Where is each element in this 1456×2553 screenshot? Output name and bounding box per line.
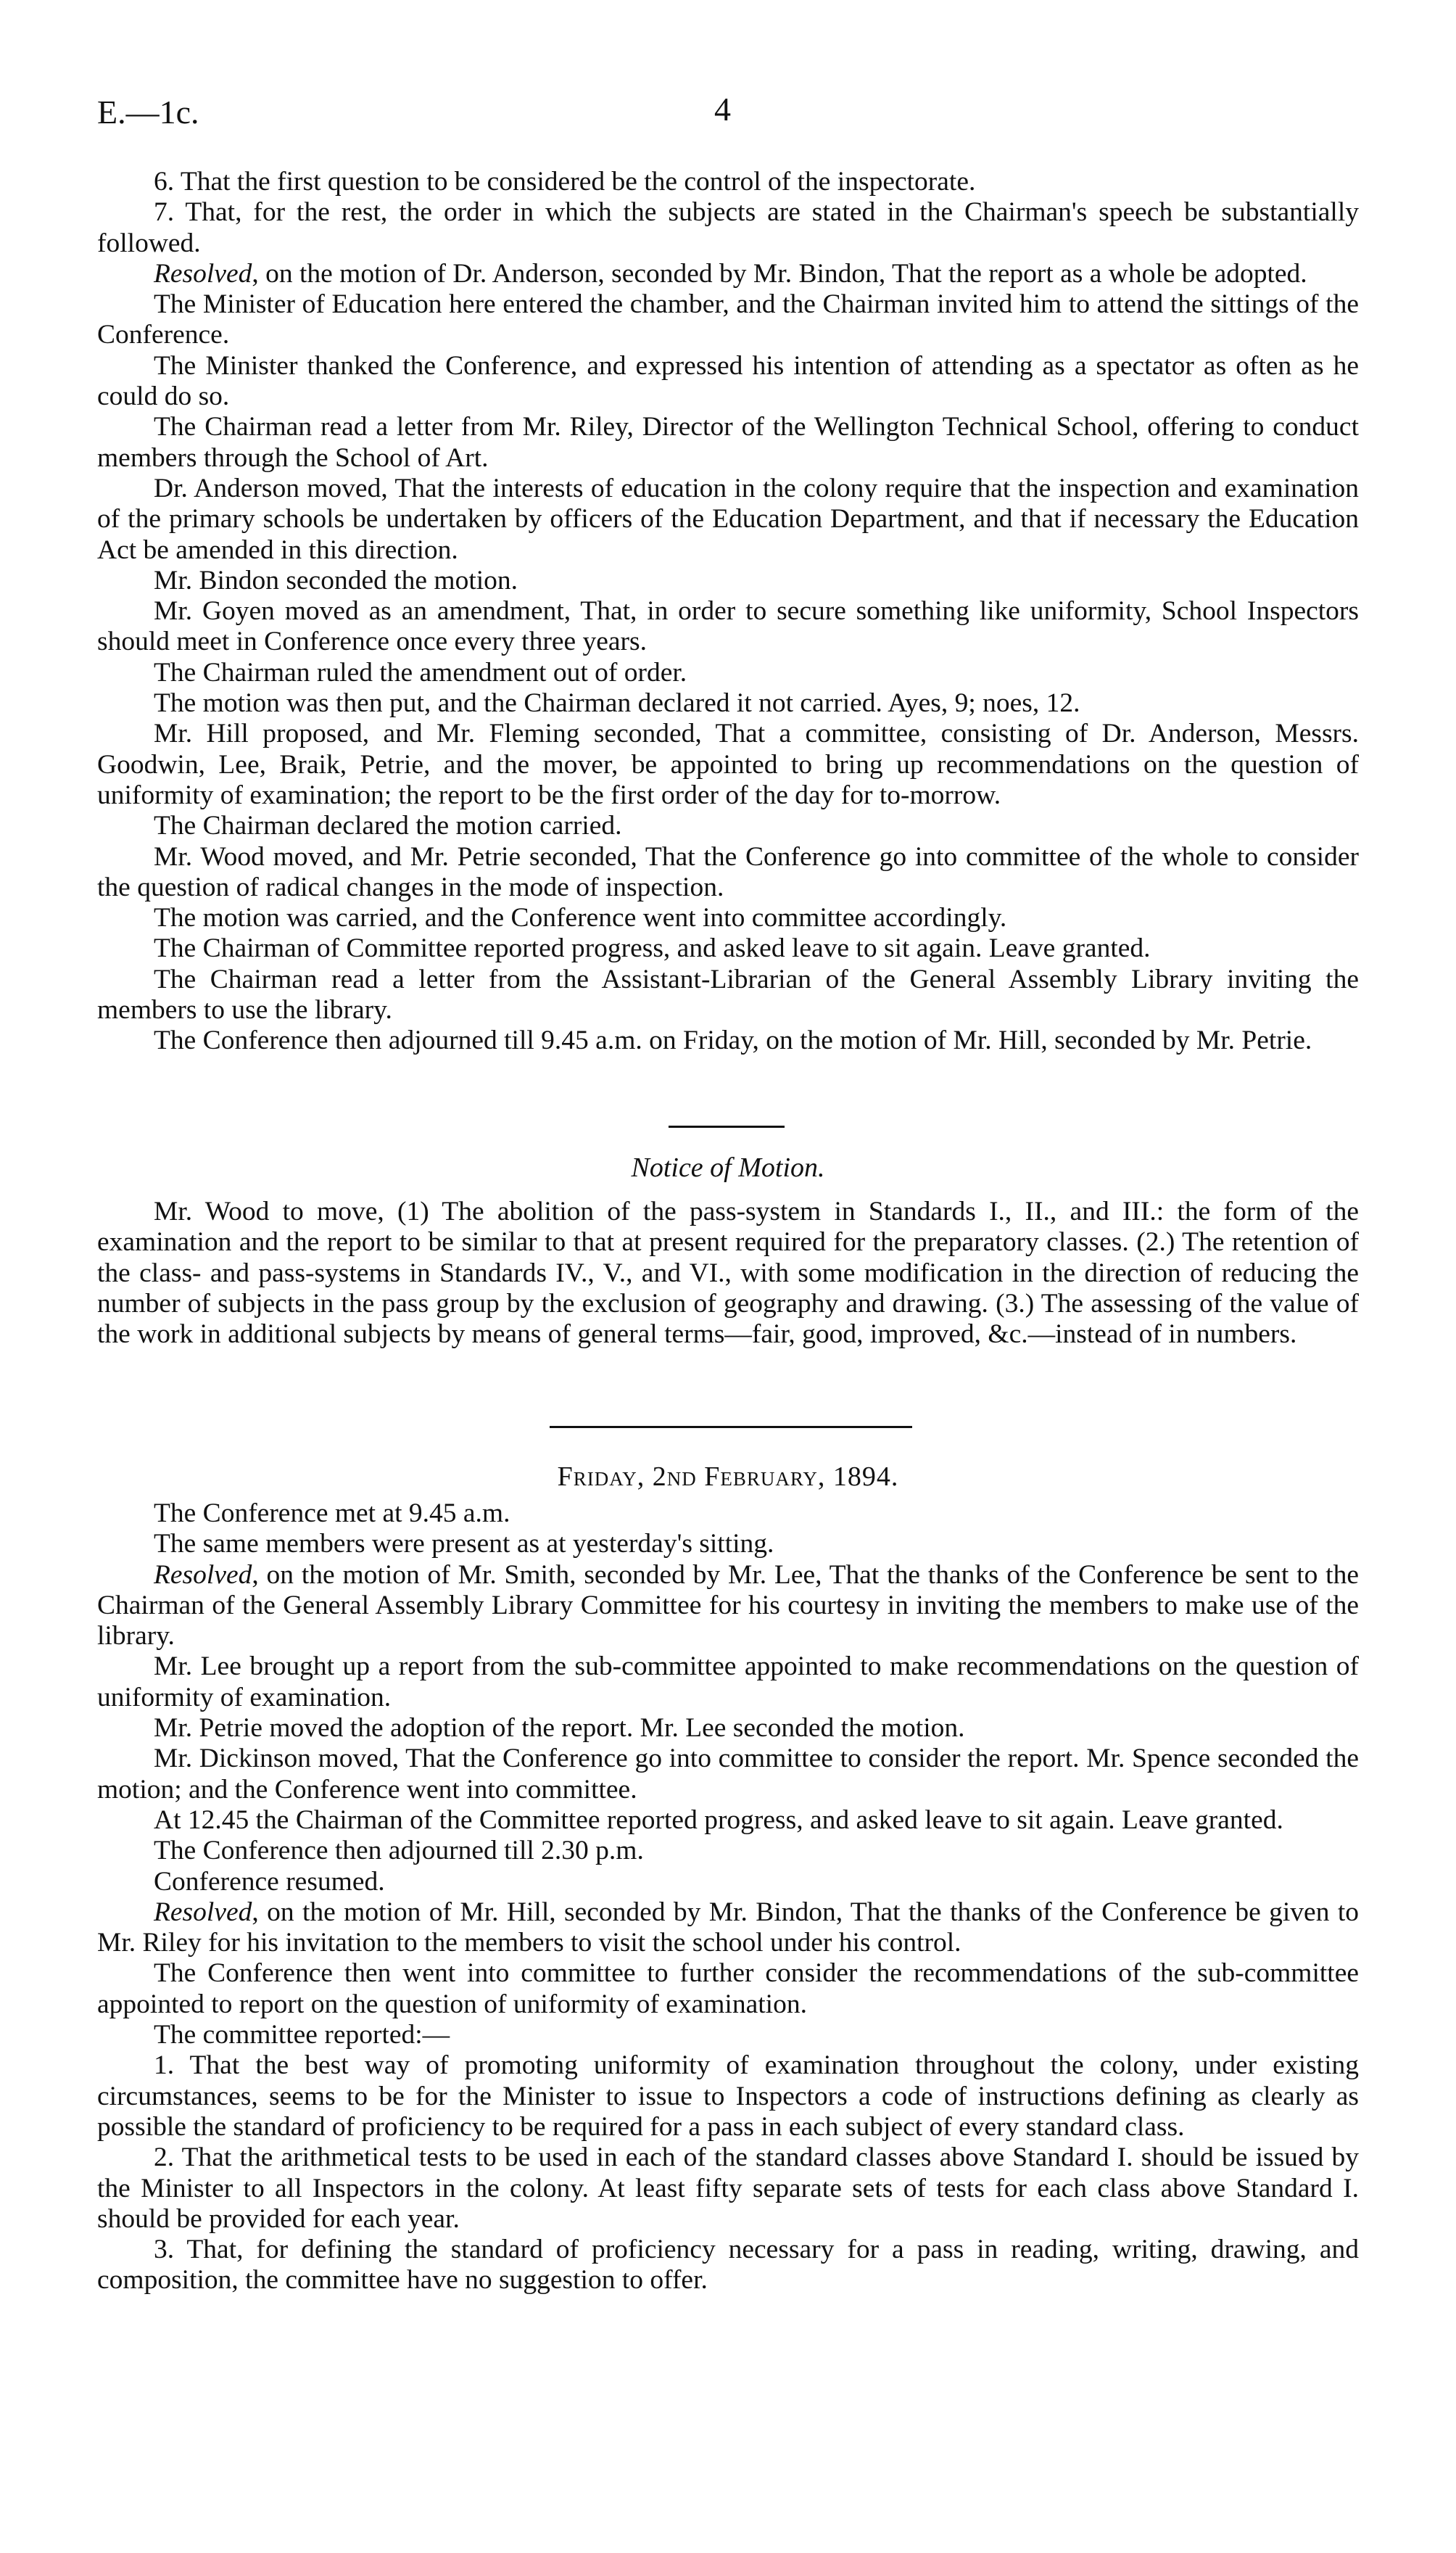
paragraph-text: , on the motion of Mr. Hill, seconded by Mr. Bindon, That the thanks of the Conference be given to Mr. Riley for his invitation to the members to visit the school under his control. bbox=[97, 1897, 1359, 1958]
paragraph bbox=[97, 2050, 1359, 2142]
paragraph-text: The Chairman of Committee reported progress, and asked leave to sit again. Leave granted. bbox=[154, 933, 1151, 964]
paragraph-text: The Conference met at 9.45 a.m. bbox=[154, 1498, 510, 1528]
paragraph-text: Mr. Petrie moved the adoption of the report. Mr. Lee seconded the motion. bbox=[154, 1713, 965, 1744]
paragraph-text: Mr. Wood to move, (1) The abolition of the pass-system in Standards I., II., and III.: the form of the examination and the report to be similar to that at present required for the preparatory classes. (2.) The retention of the class- and pass-systems in Standards IV., V., and VI., with some modification in the direction of reducing the number of subjects in the pass group by the exclusion of geography and drawing. (3.) The assessing of the value of the work in additional subjects by means of general terms—fair, good, improved, &c.—instead of in numbers. bbox=[97, 1197, 1359, 1350]
paragraph-text: The committee reported:— bbox=[154, 2020, 450, 2050]
paragraph bbox=[97, 1498, 1359, 1529]
paragraph-text: The motion was carried, and the Conference went into committee accordingly. bbox=[154, 903, 1007, 933]
paragraph-lead: Resolved bbox=[154, 258, 252, 289]
paragraph bbox=[97, 1958, 1359, 2020]
paragraph-text: Mr. Bindon seconded the motion. bbox=[154, 565, 518, 595]
paragraph bbox=[97, 259, 1359, 289]
paragraph bbox=[97, 933, 1359, 964]
paragraph-text: , on the motion of Dr. Anderson, seconded by Mr. Bindon, That the report as a whole be adopted. bbox=[252, 258, 1307, 289]
paragraph bbox=[97, 688, 1359, 719]
paragraph bbox=[97, 1897, 1359, 1959]
proceedings-friday bbox=[97, 1498, 1359, 2296]
paragraph-text: Mr. Goyen moved as an amendment, That, in order to secure something like uniformity, School Inspectors should meet in Conference once every three years. bbox=[97, 596, 1359, 657]
paragraph-text: At 12.45 the Chairman of the Committee reported progress, and asked leave to sit again. Leave granted. bbox=[154, 1805, 1283, 1835]
section-divider-long bbox=[550, 1426, 912, 1428]
paragraph-text: The Conference then went into committee to further consider the recommendations of the sub-committee appointed to report on the question of uniformity of examination. bbox=[97, 1958, 1359, 2019]
paragraph-text: 7. That, for the rest, the order in which the subjects are stated in the Chairman's speech be substantially followed. bbox=[97, 197, 1359, 258]
paragraph-text: The same members were present as at yesterday's sitting. bbox=[154, 1529, 774, 1559]
paragraph-text: The Minister of Education here entered the chamber, and the Chairman invited him to attend the sittings of the Conference. bbox=[97, 289, 1359, 350]
paragraph-text: The Chairman read a letter from the Assistant-Librarian of the General Assembly Library inviting the members to use the library. bbox=[97, 964, 1359, 1026]
paragraph-text: The Chairman read a letter from Mr. Riley, Director of the Wellington Technical School, offering to conduct members through the School of Art. bbox=[97, 412, 1359, 473]
paragraph bbox=[97, 289, 1359, 351]
paragraph-text: 6. That the first question to be considered be the control of the inspectorate. bbox=[154, 167, 976, 197]
paragraph bbox=[97, 2142, 1359, 2235]
paragraph bbox=[97, 197, 1359, 259]
paragraph-text: The Minister thanked the Conference, and expressed his intention of attending as a spectator as often as he could do so. bbox=[97, 350, 1359, 412]
paragraph bbox=[97, 1836, 1359, 1866]
paragraph bbox=[97, 1744, 1359, 1805]
paragraph bbox=[97, 167, 1359, 197]
paragraph bbox=[97, 842, 1359, 904]
paragraph bbox=[97, 351, 1359, 413]
paragraph-text: Mr. Lee brought up a report from the sub-committee appointed to make recommendations on the question of uniformity of examination. bbox=[97, 1651, 1359, 1712]
paragraph-lead: Resolved bbox=[154, 1897, 252, 1927]
paragraph bbox=[97, 2235, 1359, 2296]
paragraph-text: Mr. Dickinson moved, That the Conference go into committee to consider the report. Mr. Spence seconded the motion; and the Conference went into committee. bbox=[97, 1744, 1359, 1805]
paragraph-text: 3. That, for defining the standard of proficiency necessary for a pass in reading, writing, drawing, and composition, the committee have no suggestion to offer. bbox=[97, 2235, 1359, 2296]
paragraph bbox=[97, 719, 1359, 811]
paragraph bbox=[97, 566, 1359, 596]
paragraph bbox=[97, 965, 1359, 1026]
paragraph-text: The Conference then adjourned till 9.45 a.m. on Friday, on the motion of Mr. Hill, seconded by Mr. Petrie. bbox=[154, 1026, 1312, 1056]
paragraph bbox=[97, 2020, 1359, 2050]
paragraph bbox=[97, 1651, 1359, 1713]
paragraph-lead: Resolved bbox=[154, 1559, 252, 1590]
paragraph bbox=[97, 658, 1359, 688]
paragraph bbox=[97, 596, 1359, 658]
paragraph-text: 2. That the arithmetical tests to be used in each of the standard classes above Standard I. should be issued by the Minister to all Inspectors in the colony. At least fifty separate sets of tests for each class above Standard I. should be provided for each year. bbox=[97, 2142, 1359, 2234]
paragraph bbox=[97, 474, 1359, 566]
paragraph-text: The motion was then put, and the Chairman declared it not carried. Ayes, 9; noes, 12. bbox=[154, 688, 1080, 719]
friday-heading: Friday, 2nd February, 1894. bbox=[557, 1461, 899, 1492]
proceedings-thursday bbox=[97, 167, 1359, 1057]
notice-of-motion bbox=[97, 1197, 1359, 1350]
paragraph bbox=[97, 1867, 1359, 1897]
paragraph bbox=[97, 1197, 1359, 1350]
paragraph bbox=[97, 412, 1359, 474]
paragraph bbox=[97, 1529, 1359, 1559]
page-number: 4 bbox=[714, 91, 731, 128]
document-reference: E.—1c. bbox=[97, 94, 199, 131]
paragraph-text: The Chairman ruled the amendment out of order. bbox=[154, 657, 687, 688]
paragraph bbox=[97, 1713, 1359, 1744]
paragraph bbox=[97, 1560, 1359, 1652]
paragraph bbox=[97, 1026, 1359, 1056]
paragraph-text: 1. That the best way of promoting uniformity of examination throughout the colony, under existing circumstances, seems to be for the Minister to issue to Inspectors a code of instructions defining as clearly as possible the standard of proficiency to be required for a pass in each subject of every standard class. bbox=[97, 2050, 1359, 2142]
paragraph bbox=[97, 1805, 1359, 1836]
notice-heading: Notice of Motion. bbox=[631, 1152, 825, 1183]
section-divider-short bbox=[669, 1126, 785, 1128]
paragraph-text: The Chairman declared the motion carried. bbox=[154, 811, 622, 841]
paragraph bbox=[97, 903, 1359, 933]
paragraph-text: Mr. Wood moved, and Mr. Petrie seconded, That the Conference go into committee of the whole to consider the question of radical changes in the mode of inspection. bbox=[97, 841, 1359, 902]
paragraph-text: The Conference then adjourned till 2.30 p.m. bbox=[154, 1836, 644, 1866]
paragraph-text: , on the motion of Mr. Smith, seconded by Mr. Lee, That the thanks of the Conference be sent to the Chairman of the General Assembly Library Committee for his courtesy in inviting the members to make use of the library. bbox=[97, 1559, 1359, 1651]
paragraph bbox=[97, 811, 1359, 841]
paragraph-text: Conference resumed. bbox=[154, 1866, 385, 1897]
paragraph-text: Mr. Hill proposed, and Mr. Fleming seconded, That a committee, consisting of Dr. Anderson, Messrs. Goodwin, Lee, Braik, Petrie, and the mover, be appointed to bring up recommendations on the question of uniformity of examination; the report to be the first order of the day for to-morrow. bbox=[97, 719, 1359, 810]
paragraph-text: Dr. Anderson moved, That the interests of education in the colony require that the inspection and examination of the primary schools be undertaken by officers of the Education Department, and that if necessary the Education Act be amended in this direction. bbox=[97, 473, 1359, 565]
